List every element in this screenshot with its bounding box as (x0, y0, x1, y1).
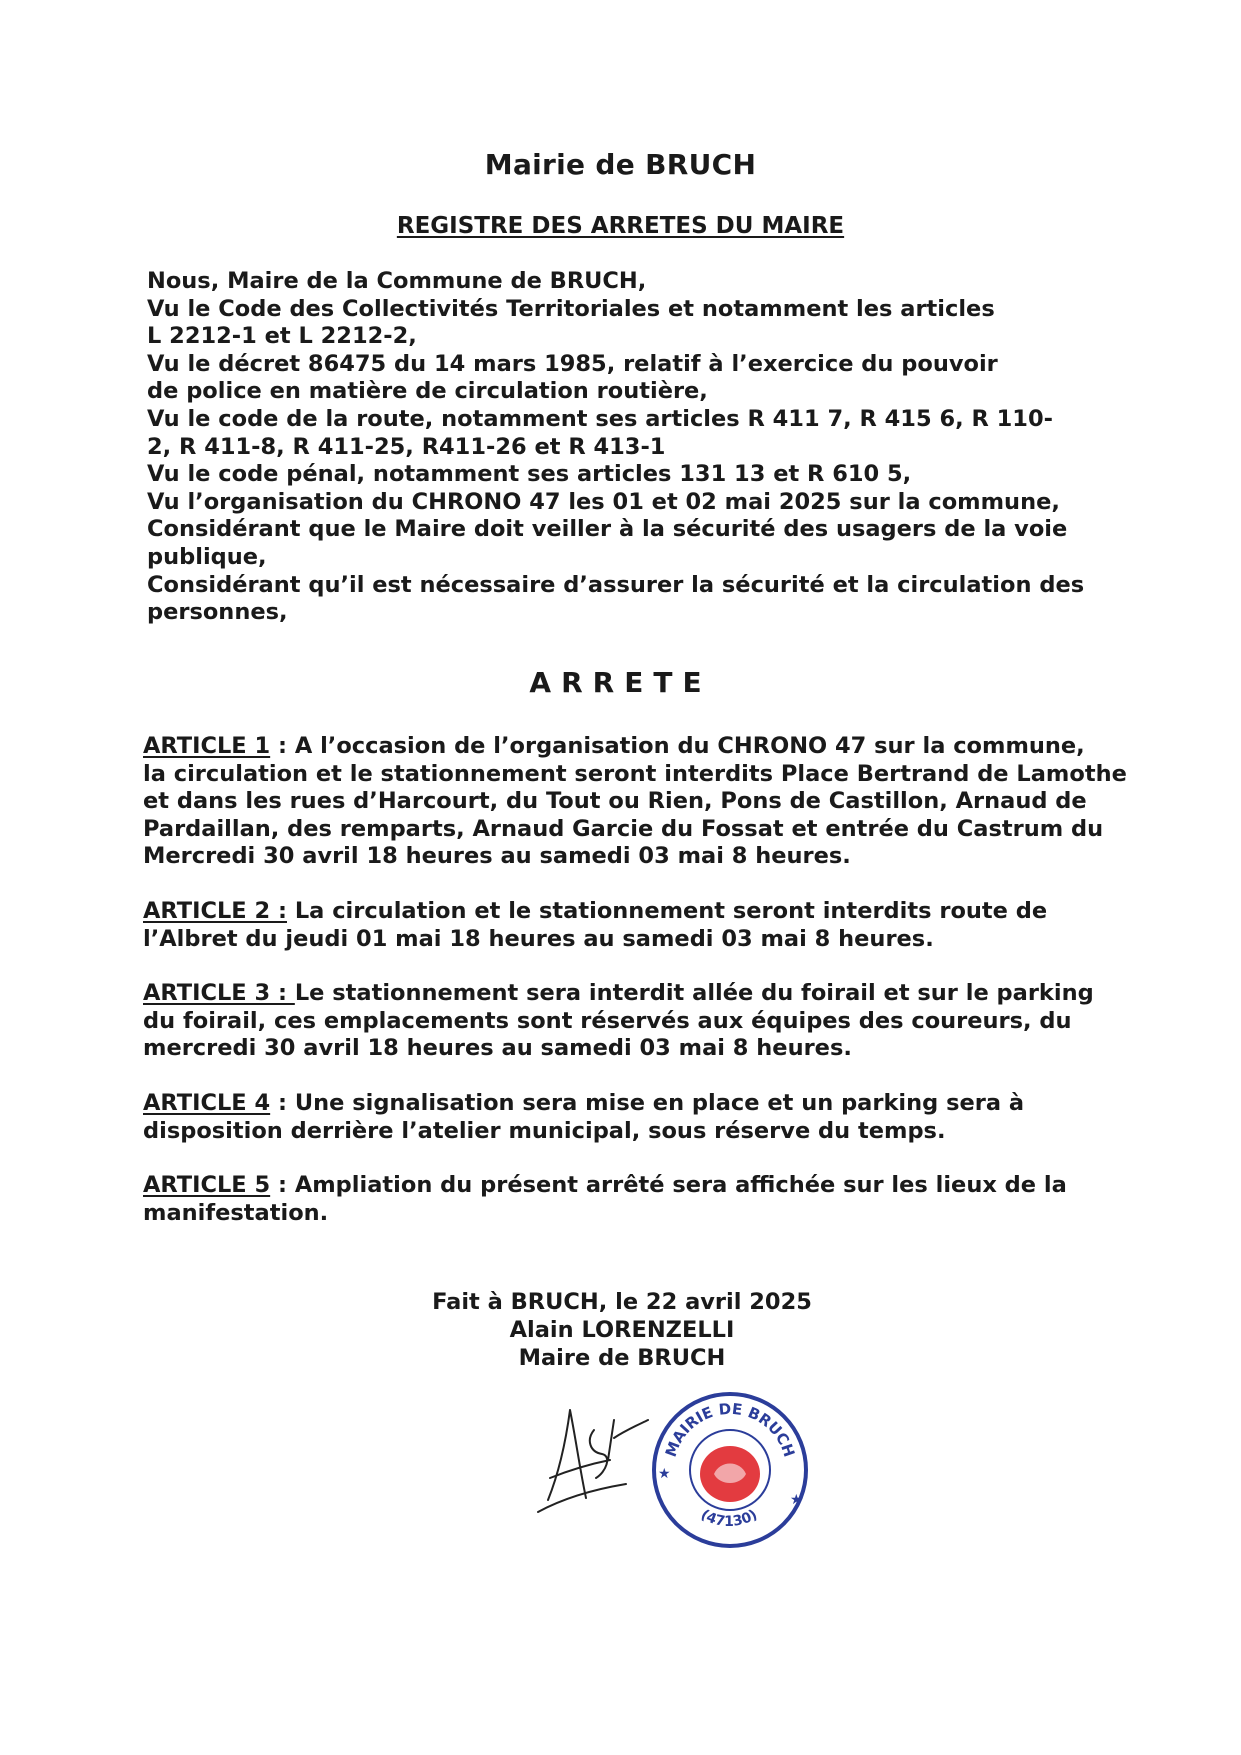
signatory-name: Alain LORENZELLI (509, 1317, 735, 1343)
article-line: Pardaillan, des remparts, Arnaud Garcie du Fossat et entrée du Castrum du (143, 815, 1104, 842)
articles-section (143, 733, 1143, 1254)
article-text: Ampliation du présent arrêté sera affichée sur les lieux de la (294, 1172, 1067, 1199)
svg-text:★: ★ (790, 1492, 803, 1508)
article-first-line (143, 733, 1143, 761)
signature-block (400, 1288, 844, 1372)
article-line: mercredi 30 avril 18 heures au samedi 03 mai 8 heures. (143, 1035, 852, 1062)
article-line: manifestation. (143, 1199, 329, 1226)
preamble-line: personnes, (147, 599, 288, 626)
article-5 (143, 1172, 1143, 1227)
preamble-line: Vu le code pénal, notamment ses articles 131 13 et R 610 5, (147, 461, 912, 488)
stamp-text-bottom: (47130) (697, 1506, 761, 1530)
article-first-line (143, 898, 1143, 926)
preamble-line: Nous, Maire de la Commune de BRUCH, (147, 268, 647, 294)
preamble-line: publique, (147, 543, 267, 570)
article-4 (143, 1090, 1143, 1145)
mairie-stamp (644, 1382, 814, 1552)
article-label: ARTICLE 5 (143, 1172, 271, 1199)
preamble-line: Vu l’organisation du CHRONO 47 les 01 et 02 mai 2025 sur la commune, (147, 488, 1060, 515)
article-text: Une signalisation sera mise en place et un parking sera à (294, 1089, 1025, 1116)
article-1 (143, 733, 1143, 871)
preamble-line: Considérant qu’il est nécessaire d’assurer la sécurité et la circulation des (147, 571, 1085, 598)
preamble-line: Vu le décret 86475 du 14 mars 1985, relatif à l’exercice du pouvoir (147, 350, 998, 377)
article-2 (143, 898, 1143, 953)
preamble-line: de police en matière de circulation routière, (147, 378, 708, 405)
register-subtitle-text: REGISTRE DES ARRETES DU MAIRE (396, 213, 845, 239)
article-first-line (143, 1090, 1143, 1118)
register-subtitle (0, 213, 1241, 239)
article-line: la circulation et le stationnement seront interdits Place Bertrand de Lamothe (143, 760, 1127, 787)
article-label: ARTICLE 1 (143, 733, 271, 759)
article-3 (143, 980, 1143, 1063)
preamble-line: Vu le code de la route, notamment ses articles R 411 7, R 415 6, R 110- (147, 405, 1053, 432)
preamble-line: L 2212-1 et L 2212-2, (147, 323, 417, 350)
preamble-line: Considérant que le Maire doit veiller à la sécurité des usagers de la voie (147, 516, 1068, 543)
article-text: Le stationnement sera interdit allée du foirail et sur le parking (294, 980, 1094, 1007)
preamble (147, 268, 1107, 627)
article-label: ARTICLE 3 : (143, 980, 295, 1007)
article-line: du foirail, ces emplacements sont réservés aux équipes des coureurs, du (143, 1007, 1072, 1034)
article-text: A l’occasion de l’organisation du CHRONO 47 sur la commune, (294, 733, 1085, 759)
article-line: disposition derrière l’atelier municipal, sous réserve du temps. (143, 1117, 946, 1144)
article-line: et dans les rues d’Harcourt, du Tout ou Rien, Pons de Castillon, Arnaud de (143, 788, 1087, 815)
place-date: Fait à BRUCH, le 22 avril 2025 (432, 1289, 812, 1315)
signatory-role: Maire de BRUCH (518, 1345, 726, 1371)
article-line: l’Albret du jeudi 01 mai 18 heures au samedi 03 mai 8 heures. (143, 925, 934, 952)
article-first-line (143, 980, 1143, 1008)
article-label: ARTICLE 4 (143, 1089, 271, 1116)
article-separator: : (270, 1172, 295, 1199)
article-separator: : (270, 1089, 295, 1116)
article-text: La circulation et le stationnement seront interdits route de (294, 897, 1048, 924)
preamble-line: 2, R 411-8, R 411-25, R411-26 et R 413-1 (147, 433, 666, 460)
decision-heading: ARRETE (529, 666, 712, 699)
svg-text:★: ★ (658, 1466, 671, 1482)
article-separator (287, 898, 295, 924)
article-separator: : (270, 733, 295, 759)
document-title: Mairie de BRUCH (484, 148, 757, 181)
article-first-line (143, 1172, 1143, 1200)
preamble-line: Vu le Code des Collectivités Territoriales et notamment les articles (147, 295, 995, 322)
article-line: Mercredi 30 avril 18 heures au samedi 03 mai 8 heures. (143, 843, 851, 870)
stamp-text-top: MAIRIE DE BRUCH (661, 1399, 799, 1460)
article-label: ARTICLE 2 : (143, 897, 287, 924)
